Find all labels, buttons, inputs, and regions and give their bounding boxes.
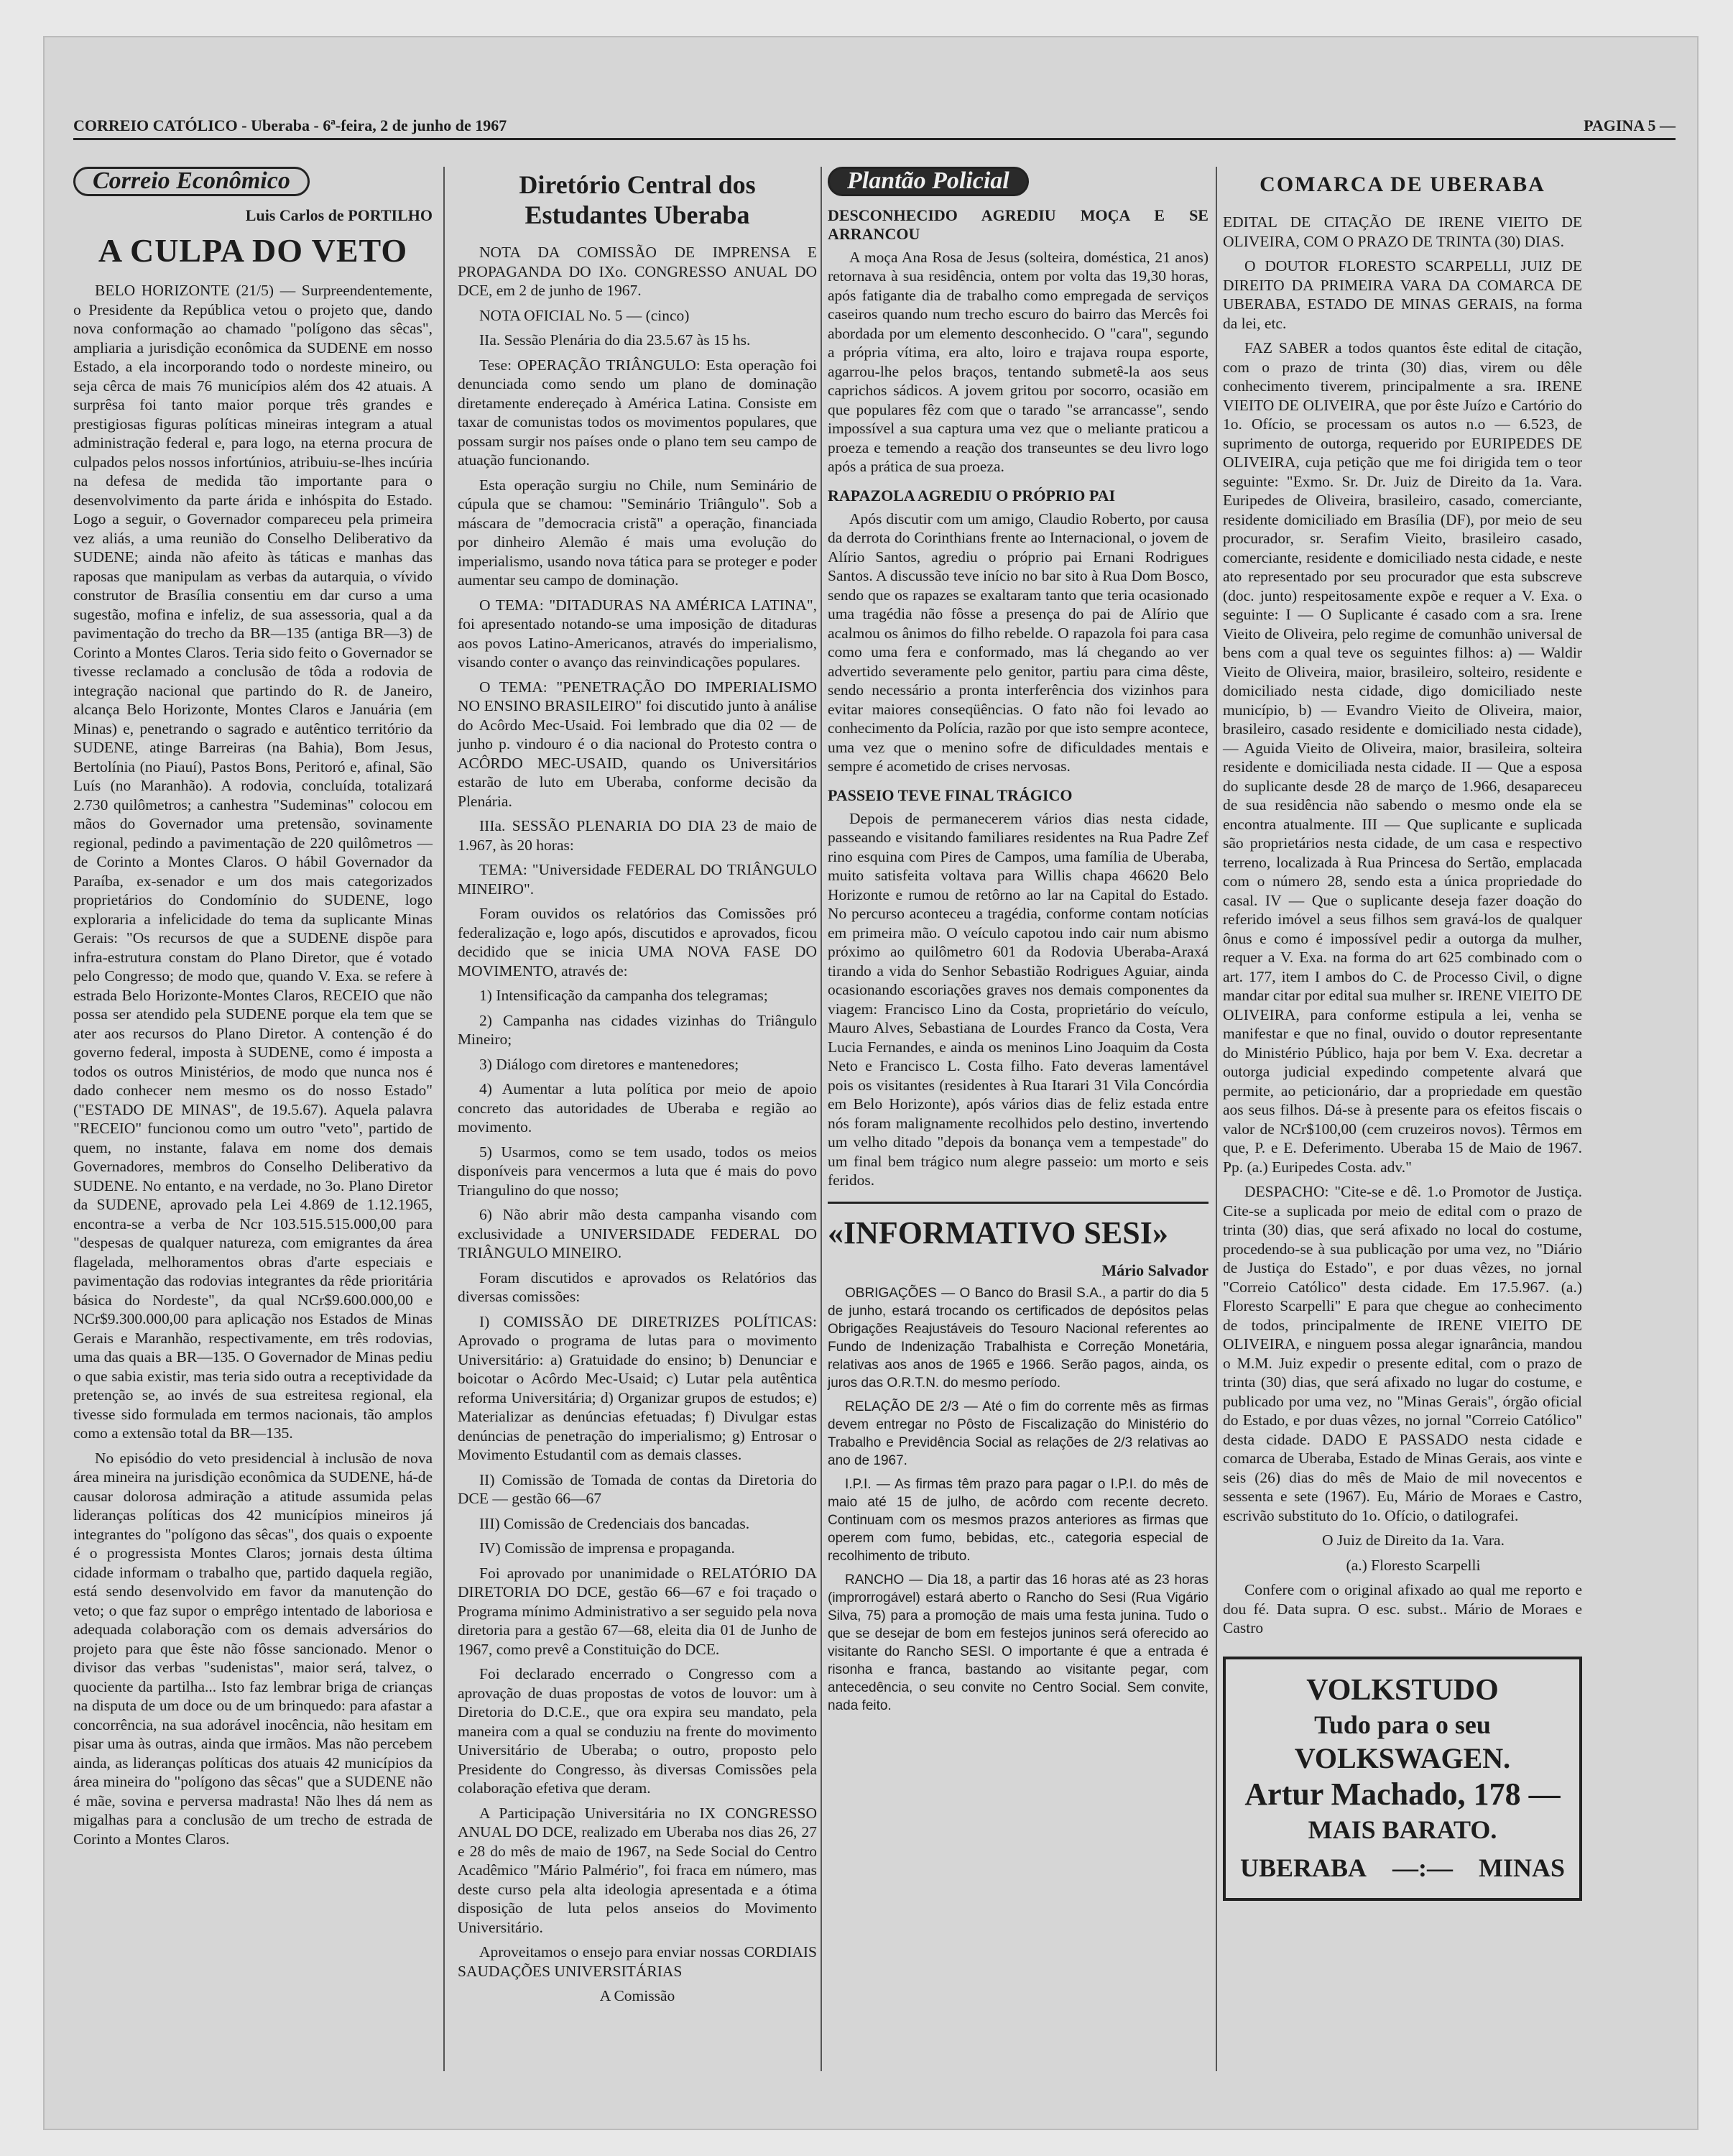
article-paragraph: 2) Campanha nas cidades vizinhas do Triângulo Mineiro; [458, 1011, 817, 1048]
column-dce [458, 167, 817, 2012]
article-paragraph: Foi declarado encerrado o Congresso com a aprovação de duas propostas de votos de louvor: um à Diretoria do D.C.E., que ora expira seu mandato, pela maneira com a qual se conduziu na frente do movimento Universitário de Uberaba; o outro, proposto pelo Presidente do Congresso, às diversas Comissões pela colaboração efetiva que deram. [458, 1665, 817, 1797]
news-paragraph: A moça Ana Rosa de Jesus (solteira, doméstica, 21 anos) retornava à sua residência, ontem por volta das 19,30 horas, após fatigante dia de trabalho como empregada de serviços caseiros quando num trecho escuro do bairro das Mercês foi abordada por um elemento desconhecido. O "cara", segundo a própria vítima, era alto, loiro e trajava roupa esporte, agarrou-lhe pelos braços, tentando submetê-la aos seus caprichos sádicos. A jovem gritou por socorro, ocasião em que populares fêz com que o tarado "se arrancasse", sendo impossível a sua captura uma vez que o meliante praticou a proeza e temendo a reação dos transeuntes se deu livro logo após a prática de sua proeza. [828, 248, 1209, 475]
signature-line: (a.) Floresto Scarpelli [1346, 1556, 1481, 1574]
article-paragraph: Aproveitamos o ensejo para enviar nossas CORDIAIS SAUDAÇÕES UNIVERSITÁRIAS [458, 1943, 817, 1980]
article-paragraph: Foram discutidos e aprovados os Relatórios das diversas comissões: [458, 1268, 817, 1305]
sesi-paragraph: I.P.I. — As firmas têm prazo para pagar o I.P.I. do mês de maio até 15 de julho, de acôrdo com recente decreto. Continuam com os mesmos prazos anteriores as firmas que operem com fumo, bebidas, etc., categoria especial de recolhimento de tributo. [828, 1477, 1209, 1564]
news-heading: DESCONHECIDO AGREDIU MOÇA E SE ARRANCOU [828, 206, 1209, 243]
ad-footer [1240, 1851, 1565, 1885]
newspaper-page [43, 36, 1699, 2130]
column-plantao-policial [828, 167, 1209, 1720]
article-paragraph: 3) Diálogo com diretores e mantenedores; [479, 1055, 739, 1073]
article-paragraph: A Participação Universitária no IX CONGRESSO ANUAL DO DCE, realizado em Uberaba nos dias 26, 27 e 28 do mês de maio de 1967, na Sede Social do Centro Acadêmico "Mário Palmério", foi fraca em número, mas deste curso pela alta ideologia apresentada e a ótima disposição de luta pelos anseios do Movimento Universitário. [458, 1804, 817, 1936]
article-paragraph: III) Comissão de Credenciais dos bancadas. [479, 1514, 750, 1532]
article-paragraph: Foram ouvidos os relatórios das Comissões pró federalização e, logo após, discutidos e aprovados, ficou decidido que se inicia UMA NOVA FASE DO MOVIMENTO, através de: [458, 905, 817, 980]
article-paragraph: NOTA OFICIAL No. 5 — (cinco) [479, 306, 690, 324]
article-paragraph: NOTA DA COMISSÃO DE IMPRENSA E PROPAGANDA DO IXo. CONGRESSO ANUAL DO DCE, em 2 de junho de 1967. [458, 244, 817, 299]
sesi-byline: Mário Salvador [1101, 1261, 1209, 1279]
article-paragraph: Foi aprovado por unanimidade o RELATÓRIO DA DIRETORIA DO DCE, gestão 66—67 e foi traçado o Programa mínimo Administrativo a ser seguido pela nova diretoria para a gestão 67—68, eleita dia 01 de Junho de 1967, como prevê a Constituição do DCE. [458, 1564, 817, 1658]
section-badge-economico [73, 167, 310, 196]
sesi-body [828, 1284, 1209, 1715]
article-paragraph: TEMA: "Universidade FEDERAL DO TRIÂNGULO MINEIRO". [458, 861, 817, 898]
ad-address: Artur Machado, 178 — [1244, 1776, 1561, 1812]
article-paragraph: IV) Comissão de imprensa e propaganda. [479, 1539, 735, 1557]
badge-word-2: Policial [932, 167, 1009, 194]
column-divider [821, 167, 822, 2071]
article-signature: A Comissão [599, 1987, 675, 2004]
article-byline: Luis Carlos de PORTILHO [245, 206, 433, 224]
news-heading: RAPAZOLA AGREDIU O PRÓPRIO PAI [828, 486, 1116, 505]
article-paragraph: I) COMISSÃO DE DIRETRIZES POLÍTICAS: Aprovado o programa de lutas para o movimento Universitário: a) Gratuidade do ensino; b) Denunciar e boicotar o Acôrdo Mec-Usaid; c) Lutar pela autêntica reforma Universitária; d) Organizar grupos de estudos; e) Materializar as denúncias efetuadas; f) Divulgar estas denúncias de penetração do imperialismo; g) Entrosar o Movimento Estudantil com as demais classes. [458, 1312, 817, 1463]
ad-line: VOLKSWAGEN. [1294, 1741, 1511, 1774]
edital-heading: EDITAL DE CITAÇÃO DE IRENE VIEITO DE OLIVEIRA, COM O PRAZO DE TRINTA (30) DIAS. [1223, 213, 1582, 250]
article-title: Diretório Central dos Estudantes Uberaba [519, 170, 756, 229]
article-paragraph: II) Comissão de Tomada de contas da Diretoria do DCE — gestão 66—67 [458, 1470, 817, 1507]
edital-paragraph: DESPACHO: "Cite-se e dê. 1.o Promotor de Justiça. Cite-se a suplicada por meio de edital com o prazo de trinta (30) dias, que será afixado no local do costume, procedendo-se à sua publicação por uma vez, no "Diário de Justiça do Estado", e por duas vêzes, no jornal "Correio Católico" desta cidade. Em 17.5.967. (a.) Floresto Scarpelli" E para que chegue ao conhecimento de todos, principalmente de IRENE VIEITO DE OLIVEIRA, e ninguem possa alegar ignarância, mandou o M.M. Juiz expedir o presente edital, com o prazo de trinta (30) dias, que será afixado no lugar do costume, e publicado por uma vez, no "Minas Gerais", órgão oficial do Estado, e por duas vêzes, no jornal "Correio Católico" desta cidade. DADO E PASSADO nesta cidade e comarca de Uberaba, Estado de Minas Gerais, aos vinte e seis (26) dias do mês de Maio de mil novecentos e sessenta e sete (1967). Eu, Mário de Moraes e Castro, escrivão substituto do 1o. Ofício, o datilografei. [1223, 1183, 1582, 1524]
header-page-number: PAGINA 5 — [1584, 116, 1676, 134]
ad-separator: —:— [1392, 1853, 1453, 1882]
article-paragraph: O TEMA: "DITADURAS NA AMÉRICA LATINA", foi apresentado notando-se uma imposição de ditaduras aos povos Latino-Americanos, através do imperialismo, visando conter o avanço das reinvindicações populares. [458, 596, 817, 671]
column-divider [1216, 167, 1217, 2071]
column-comarca [1223, 167, 1582, 1901]
article-paragraph: 4) Aumentar a luta política por meio de apoio concreto das autoridades de Uberaba e região ao movimento. [458, 1080, 817, 1135]
article-paragraph: 6) Não abrir mão desta campanha visando com exclusividade a UNIVERSIDADE FEDERAL DO TRIÂNGULO MINEIRO. [458, 1206, 817, 1261]
article-paragraph: Tese: OPERAÇÃO TRIÂNGULO: Esta operação foi denunciada como sendo um plano de dominação diretamente endereçado à América Latina. Consiste em taxar de comunistas todos os movimentos populares, que possam surgir nos países onde o plano tem seu campo de atuação funcionando. [458, 356, 817, 469]
signature-line: O Juiz de Direito da 1a. Vara. [1322, 1531, 1505, 1549]
article-paragraph: O TEMA: "PENETRAÇÃO DO IMPERIALISMO NO ENSINO BRASILEIRO" foi discutido junto à análise do Acôrdo Mec-Usaid. Foi lembrado que dia 02 — de junho p. vindouro é o dia nacional do Protesto contra o ACÔRDO MEC-USAID, quando os Universitários estarão de luto em Uberaba, conforme decisão da Plenária. [458, 678, 817, 810]
badge-word-1: Plantão [847, 167, 926, 194]
sesi-title: «INFORMATIVO SESI» [828, 1215, 1168, 1250]
section-badge-policial [828, 167, 1029, 196]
column-correio-economico [73, 167, 433, 1854]
column-divider [443, 167, 445, 2071]
article-title: COMARCA DE UBERABA [1260, 172, 1545, 196]
article-paragraph: 1) Intensificação da campanha dos telegramas; [479, 987, 768, 1004]
signature-line: Confere com o original afixado ao qual me reporto e dou fé. Data supra. O esc. subst.. Mário de Moraes e Castro [1223, 1581, 1582, 1636]
news-paragraph: Após discutir com um amigo, Claudio Roberto, por causa da derrota do Corinthians frente ao Internacional, o jovem de Alírio Santos, agrediu o próprio pai Ernani Rodrigues Santos. A discussão teve início no bar sito à Rua Dom Bosco, sendo que os rapazes se exaltaram tanto que teria ocasionado uma tragédia não fôsse a presença do pai de Alírio que acalmou os ânimos do filho rebelde. O rapazola foi para casa como uma fera e conformado, mas lá chegando ao ver advertido severamente pelo genitor, partiu para cima dêste, sendo necessário a pronta interferência dos vizinhos para evitar maiores conseqüências. O fato não foi levado ao conhecimento da Polícia, razão por que isto sempre acontece, uma vez que o menino sofre de dificuldades mentais e sempre é acometido de crises nervosas. [828, 510, 1209, 775]
header-masthead: CORREIO CATÓLICO - Uberaba - 6ª-feira, 2 de junho de 1967 [73, 116, 507, 134]
article-paragraph: No episódio do veto presidencial à inclusão de nova área mineira na jurisdição econômica da SUDENE, há-de causar dolorosa admiração a atitude assumida pelas lideranças políticas dos 42 municípios mineiros já integrantes do "polígono das sêcas", dos quais o expoente é o progressista Montes Claros; jornais desta última cidade informam o trabalho que, partido daquela região, está sendo desenvolvido em favor da manutenção do veto; o que faz supor o emprêgo intentado de laboriosa e adequada colaboração com os demais adversários do projeto para que êste não fôsse sancionado. Menor o divisor das verbas "sudenistas", maior será, talvez, o quociente da partilha... Isto faz lembrar briga de crianças na disputa de um doce ou de um brinquedo: para afastar a concorrência, na sua adorável inocência, não hesitam em pisar uma às outras, ainda que irmãos. Mas não percebem ainda, as lideranças políticas dos atuais 42 municípios da área mineira do "polígono das sêcas" que a SUDENE não é mãe, sovina e perversa madrasta! Não lhes dá nem as migalhas para a conclusão de um trecho de estrada de Corinto a Montes Claros. [73, 1449, 433, 1848]
page-header [73, 116, 1676, 140]
article-paragraph: 5) Usarmos, como se tem usado, todos os meios disponíveis para vencermos a luta que é mais do povo Triangulino do que nosso; [458, 1143, 817, 1199]
section-rule [828, 1202, 1209, 1204]
article-title: A CULPA DO VETO [98, 232, 408, 269]
sesi-paragraph: RANCHO — Dia 18, a partir das 16 horas até as 23 horas (improrrogável) estará aberto o Rancho do Sesi (Rua Vigário Silva, 75) para a promoção de mais uma festa junina. Tudo o que se desejar de bom em festejos juninos será oferecido ao visitante do Rancho SESI. O importante é que a entrada é risonha e franca, bastando ao visitante pegar, com antecedência, o seu convite no Centro Social. Sem convite, nada feito. [828, 1572, 1209, 1713]
news-paragraph: Depois de permanecerem vários dias nesta cidade, passeando e visitando familiares residentes na Rua Padre Zef rino esquina com Pires de Campos, uma família de Uberaba, muito satisfeita voltava para Willis chapa 46620 Belo Horizonte e rumou de retôrno ao lar na Capital do Estado. No percurso aconteceu a tragédia, conforme contam notícias em primeira mão. O veículo capotou indo cair num abismo próximo ao quilômetro 601 da Rodovia Uberaba-Araxá tirando a vida do Senhor Sebastião Rodrigues Aguiar, ainda ocasionando escoriações graves nos demais componentes da viagem: Francisco Lino da Costa, proprietário do veículo, Mauro Alves, Sebastiana de Lourdes Franco da Costa, Vera Lucia Fernandes, e ainda os meninos Lino Joaquim da Costa Neto e Francisco L. Costa filho. Fato deveras lamentável pois os visitantes (residentes à Rua Itarari 31 Vila Concórdia em Belo Horizonte), após vários dias de feliz estada entre nós foram malignamente recolhidos pelo destino, invertendo um velho ditado "depois da bonança vem a tempestade" do um final bem trágico num alegre passeio: um morto e seis feridos. [828, 809, 1209, 1189]
ad-state: MINAS [1478, 1853, 1565, 1882]
ad-city: UBERABA [1240, 1853, 1367, 1882]
ad-line: Tudo para o seu [1314, 1710, 1491, 1739]
ad-brand: VOLKSTUDO [1306, 1673, 1499, 1707]
article-paragraph: IIIa. SESSÃO PLENARIA DO DIA 23 de maio de 1.967, às 20 horas: [458, 817, 817, 854]
badge-word-1: Correio [93, 167, 170, 194]
badge-word-2: Econômico [176, 167, 290, 194]
article-paragraph: IIa. Sessão Plenária do dia 23.5.67 às 15 hs. [479, 331, 751, 349]
sesi-paragraph: OBRIGAÇÕES — O Banco do Brasil S.A., a partir do dia 5 de junho, estará trocando os certificados de depósitos pelas Obrigações Reajustáveis do Tesouro Nacional referentes ao Fundo de Indenização Trabalhista e Correção Monetária, relativas aos anos de 1965 e 1966. Serão pagos, ainda, os juros das O.R.T.N. do mesmo período. [828, 1286, 1209, 1391]
edital-paragraph: FAZ SABER a todos quantos êste edital de citação, com o prazo de trinta (30) dias, virem ou dêle conhecimento tiverem, principalmente a sra. IRENE VIEITO DE OLIVEIRA, que por êste Juízo e Cartório do 1o. Ofício, se processam os autos n.o — 6.523, de suprimento de outorga, requerido por EURIPEDES DE OLIVEIRA, cuja petição que me foi dirigida tem o teor seguinte: "Exmo. Sr. Dr. Juiz de Direito da 1a. Vara. Euripedes de Oliveira, brasileiro, casado, comerciante, residente domiciliado em Brasília (DF), por meio de seu procurador, sr. Serafim Vieito, brasileiro casado, comerciante, residente e domiciliado nesta cidade, e neste ato representado por seu procurador que esta subscreve (doc. junto) respeitosamente expõe e requer a V. Exa. o seguinte: I — O Suplicante é casado com a sra. Irene Vieito de Oliveira, pelo regime de comunhão universal de bens com a qual teve os seguintes filhos: a) — Waldir Vieito de Oliveira, maior, brasileiro, solteiro, residente e domiciliado nesta cidade, digo domiciliado neste município, b) — Evandro Vieito de Oliveira, maior, brasileiro, casado residente e domiciliado nesta cidade), — Aguida Vieito de Oliveira, maior, brasileira, solteira residente e domiciliada nesta cidade. II — Que a esposa do suplicante desde 28 de março de 1.966, desapareceu de sua residência não sabendo o mesmo onde ela se encontra atualmente. III — Que suplicante e suplicada são proprietários nesta cidade, de um casa e respectivo terreno, localizada à Rua Princesa do Sertão, emplacada com o número 28, sendo esta a única propriedade do casal. IV — Que o suplicante deseja fazer doação do referido imóvel a seus filhos sem gravá-los de qualquer ônus e como é impossível pedir a outorga da mulher, requer a V. Exa. na forma do art 625 combinado com o art. 177, item I ambos do C. de Processo Civil, o digne mandar citar por edital sua mulher sr. IRENE VIEITO DE OLIVEIRA, para conforme estipula a lei, venha se manifestar e que no final, ouvido o doutor representante do Ministério Público, haja por bem V. Exa. decretar a outorga judicial expedindo competente alvará que permite, ao peticionário, dar a propriedade em questão aos seus filhos. Dá-se à presente para os efeitos fiscais o valor de NCr$100,00 (cem cruzeiros novos). Têrmos em que, P. e E. Deferimento. Uberaba 15 de Maio de 1967. Pp. (a.) Euripedes Costa. adv." [1223, 339, 1582, 1176]
news-heading: PASSEIO TEVE FINAL TRÁGICO [828, 786, 1073, 804]
ad-line: MAIS BARATO. [1308, 1815, 1497, 1844]
edital-intro: O DOUTOR FLORESTO SCARPELLI, JUIZ DE DIREITO DA PRIMEIRA VARA DA COMARCA DE UBERABA, ESTADO DE MINAS GERAIS, na forma da lei, etc. [1223, 257, 1582, 332]
volkstudo-advertisement [1223, 1657, 1582, 1901]
article-paragraph: Esta operação surgiu no Chile, num Seminário de cúpula que se chamou: "Seminário Triângulo". Sob a máscara de "democracia cristã" a operação, financiada por dinheiro Alemão é mais uma evolução do imperialismo, usando nova tática para se proteger e poder aumentar seu campo de dominação. [458, 476, 817, 589]
article-paragraph: BELO HORIZONTE (21/5) — Surpreendentemente, o Presidente da República vetou o projeto que, dando nova conformação ao chamado "polígono das sêcas", ampliaria a jurisdição econômica da SUDENE em nosso Estado, a ela incorporando todo o nordeste mineiro, ou seja cêrca de mais 76 municípios além dos 42 atuais. A surprêsa foi tanto maior porque três grandes e prestigiosas figuras políticas mineiras integram a atual administração federal e, para logo, na eterna procura de culpados pelos nossos infortúnios, atribuiu-se-lhes incúria na defesa de medida tão importante para o desenvolvimento da parte árida e inhóspita do Estado. Logo a seguir, o Governador compareceu pela primeira vez aliás, a uma reunião do Conselho Deliberativo da SUDENE; ainda não afeito às táticas e manhas das raposas que manipulam as verbas da autarquia, o vívido construtor de Brasília consentiu em dar curso a uma sugestão, mofina e infeliz, de sua assessoria, qual a da pavimentação do trecho da BR—135 (antiga BR—3) de Corinto a Montes Claros. Teria sido feito o Governador se tivesse reclamado a conclusão de tôda a rodovia de integração nacional que partindo do R. de Janeiro, alcança Belo Horizonte, Montes Claros e Januária (em Minas) e, penetrando o sagrado e autêntico território da SUDENE, atinge Barreiras (na Bahia), Bom Jesus, Bertolínia (no Piauí), Pastos Bons, Peritoró e, afinal, São Luís (no Maranhão). A rodovia, concluída, totalizará 2.730 quilômetros; a canhestra "Sudeminas" colocou em mãos do Governador uma pretensão, sovinamente regional, pedindo a pavimentação de 220 quilômetros — de Corinto a Montes Claros. O hábil Governador da Paraíba, ex-senador e um dos mais categorizados proprietários do Condomínio do SUDENE, logo exploraria a infelicidade do tema da suplicante Minas Gerais: "Os recursos de que a SUDENE dispõe para infra-estrutura constam do Plano Diretor, que é votado pelo Congresso; de modo que, quando V. Exa. se refere à estrada Belo Horizonte-Montes Claros, RECEIO que não possa ser atendido pela SUDENE porque ela tem que se ater aos recursos do Plano Diretor. A contenção é do governo federal, imposta à SUDENE, como é imposta a todos os outros Ministérios, de modo que nunca nos é dado conhecer nem mesmo os do nosso Estado" ("ESTADO DE MINAS", de 19.5.67). Aquela palavra "RECEIO" funcionou como um outro "veto", partido de quem, no instante, falava em nome dos demais Governadores, membros do Conselho Deliberativo da SUDENE. No entanto, e na verdade, no 3o. Plano Diretor da SUDENE, aprovado pela Lei 4.869 de 1.12.1965, encontra-se a verba de Ncr 103.515.515.000,00 para "despesas de qualquer natureza, com emigrantes da área flagelada, melhoramentos obras d'arte especiais e pavimentação das rodovias integrantes da rêde prioritária básica do Nordeste", da qual NCr$9.600.000,00 e NCr$9.300.000,00 para aplicação nos Estados de Minas Gerais e Maranhão, respectivamente, em três rodovias, uma das quais a BR—135. O Governador de Minas pediu o que sabia existir, mas teria sido outra a receptividade da pretenção se, ao invés de sua estreitesa regional, ela tivesse sido formulada em termos nacionais, tão amplos como a extensão total da BR—135. [73, 282, 433, 1442]
sesi-paragraph: RELAÇÃO DE 2/3 — Até o fim do corrente mês as firmas devem entregar no Pôsto de Fiscalização do Ministério do Trabalho e Previdência Social as relações de 2/3 relativas ao ano de 1967. [828, 1399, 1209, 1468]
